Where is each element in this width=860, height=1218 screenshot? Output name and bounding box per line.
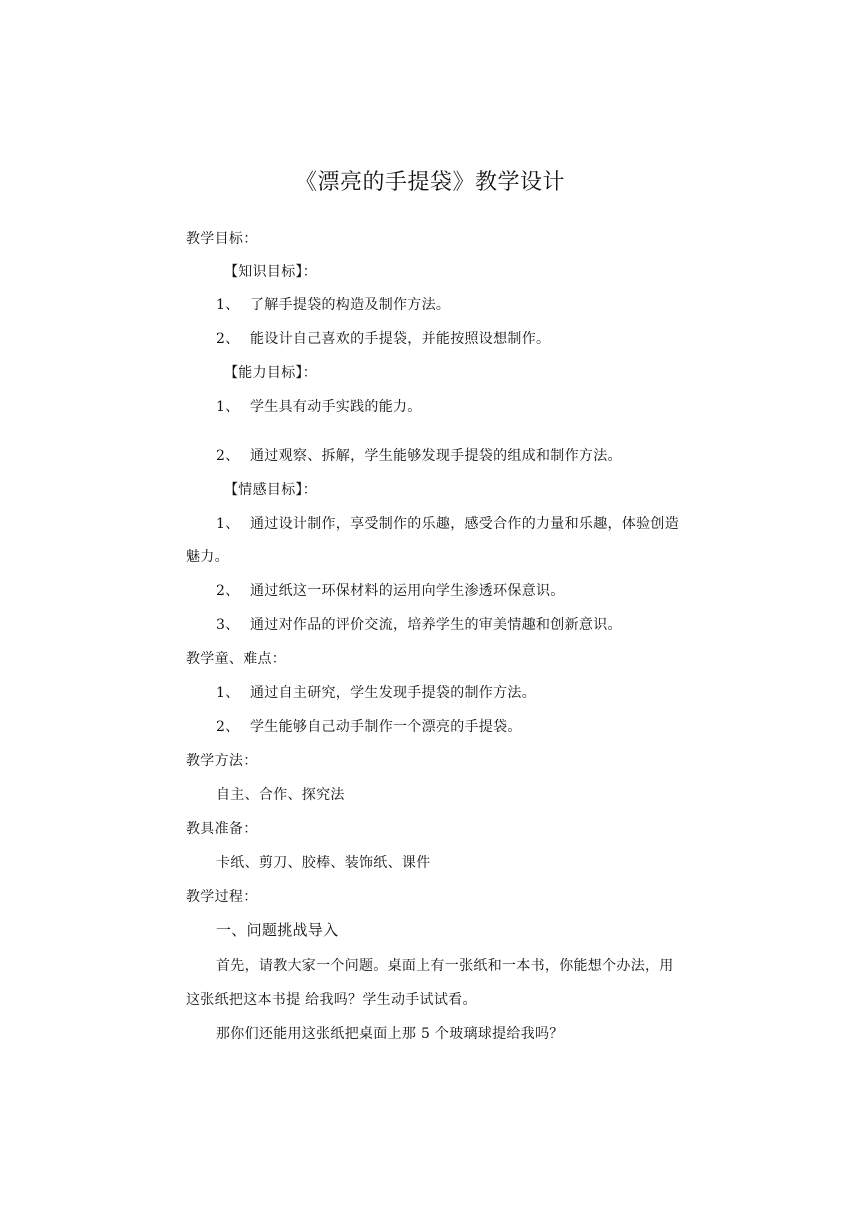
keypoint-item-2 bbox=[216, 718, 522, 736]
emotion-goal-item-3 bbox=[216, 616, 622, 634]
item-number: 1、 bbox=[216, 685, 240, 701]
ability-goal-label: 【能力目标】： bbox=[224, 365, 318, 381]
item-text: 通过纸这一环保材料的运用向学生渗透环保意识。 bbox=[250, 583, 565, 599]
item-text: 学生具有动手实践的能力。 bbox=[250, 399, 422, 415]
method-heading: 教学方法： bbox=[186, 753, 258, 769]
item-text: 学生能够自己动手制作一个漂亮的手提袋。 bbox=[250, 719, 522, 735]
item-number: 1、 bbox=[216, 399, 240, 415]
item-text: 通过自主研究，学生发现手提袋的制作方法。 bbox=[250, 685, 536, 701]
process-section-1-heading: 一、问题挑战导入 bbox=[216, 921, 339, 939]
knowledge-goal-label: 【知识目标】： bbox=[224, 264, 318, 280]
item-text: 通过设计制作，享受制作的乐趣，感受合作的力量和乐趣，体验创造 bbox=[250, 516, 679, 532]
emotion-goal-item-1 bbox=[216, 515, 679, 533]
process-heading: 教学过程： bbox=[186, 889, 258, 905]
knowledge-goal-item-1 bbox=[216, 296, 450, 314]
objectives-heading: 教学目标： bbox=[186, 231, 258, 247]
method-text: 自主、合作、探究法 bbox=[216, 787, 345, 803]
materials-text: 卡纸、剪刀、胶棒、装饰纸、课件 bbox=[216, 855, 431, 871]
item-number: 3、 bbox=[216, 617, 240, 633]
knowledge-goal-item-2 bbox=[216, 330, 550, 348]
item-number: 2、 bbox=[216, 719, 240, 735]
item-text: 了解手提袋的构造及制作方法。 bbox=[250, 297, 451, 313]
emotion-goal-item-1-wrap: 魅力。 bbox=[186, 549, 229, 565]
ability-goal-item-2 bbox=[216, 447, 622, 465]
process-paragraph-2: 那你们还能用这张纸把桌面上那 5 个玻璃球提给我吗？ bbox=[216, 1026, 564, 1042]
materials-heading: 教具准备： bbox=[186, 821, 258, 837]
item-number: 1、 bbox=[216, 516, 240, 532]
process-paragraph-1-line-1: 首先，请教大家一个问题。桌面上有一张纸和一本书，你能想个办法，用 bbox=[216, 958, 674, 974]
ability-goal-item-1 bbox=[216, 398, 422, 416]
item-text: 通过对作品的评价交流，培养学生的审美情趣和创新意识。 bbox=[250, 617, 622, 633]
process-paragraph-1-line-2: 这张纸把这本书提 给我吗？学生动手试试看。 bbox=[186, 992, 477, 1008]
item-number: 2、 bbox=[216, 448, 240, 464]
document-title: 《漂亮的手提袋》教学设计 bbox=[294, 170, 565, 195]
emotion-goal-item-2 bbox=[216, 582, 565, 600]
item-number: 1、 bbox=[216, 297, 240, 313]
item-text: 能设计自己喜欢的手提袋，并能按照设想制作。 bbox=[250, 331, 551, 347]
keypoint-item-1 bbox=[216, 684, 536, 702]
item-text: 通过观察、拆解，学生能够发现手提袋的组成和制作方法。 bbox=[250, 448, 622, 464]
emotion-goal-label: 【情感目标】： bbox=[224, 482, 318, 498]
keypoints-heading: 教学童、难点： bbox=[186, 651, 287, 667]
item-number: 2、 bbox=[216, 583, 240, 599]
item-number: 2、 bbox=[216, 331, 240, 347]
